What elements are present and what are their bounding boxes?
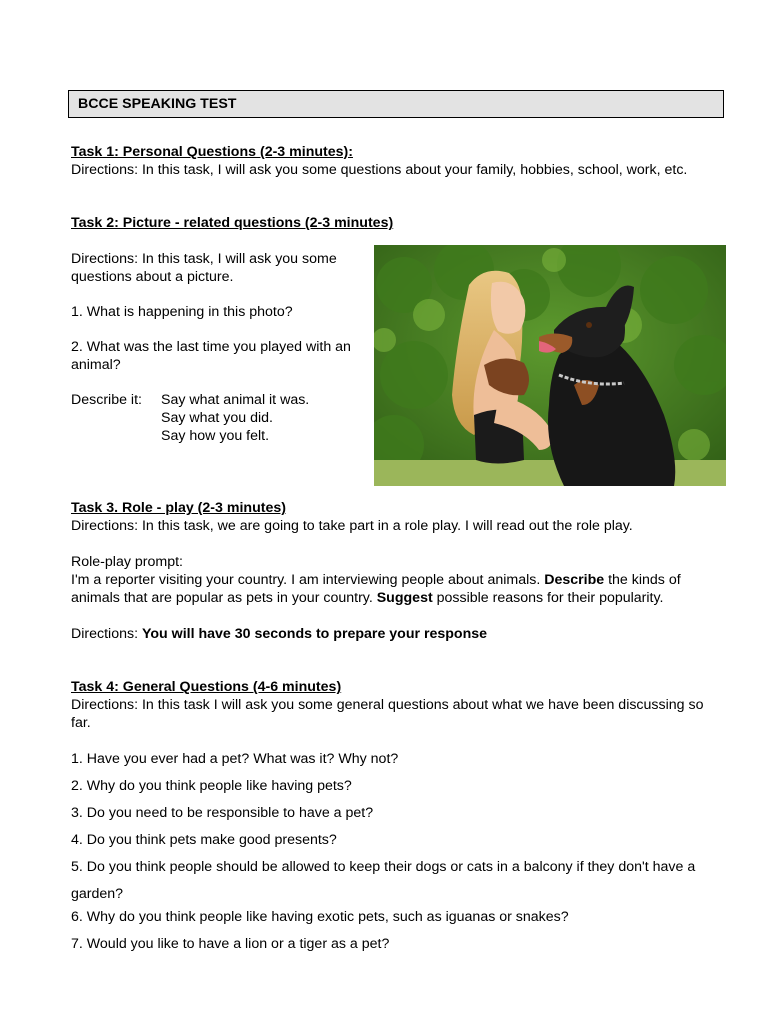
- task3-directions: Directions: In this task, we are going to take part in a role play. I will read out the role play.: [71, 518, 633, 534]
- task2-question-1: 1. What is happening in this photo?: [71, 304, 293, 320]
- task4-question: 1. Have you ever had a pet? What was it? Why not?: [71, 751, 399, 767]
- roleplay-prompt-label: Role-play prompt:: [71, 554, 183, 570]
- task4-question: 7. Would you like to have a lion or a tiger as a pet?: [71, 936, 390, 952]
- task4-directions: Directions: In this task I will ask you some general questions about what we have been discussing so far.: [71, 697, 704, 731]
- describe-item: Say how you felt.: [161, 428, 270, 444]
- task2-heading: Task 2: Picture - related questions (2-3 minutes): [71, 215, 394, 231]
- woman-with-dog-photo: [374, 245, 726, 486]
- test-title-box: [68, 90, 724, 118]
- describe-label: Describe it:: [71, 392, 142, 408]
- task1-heading: Task 1: Personal Questions (2-3 minutes):: [71, 144, 353, 160]
- task4-question: 5. Do you think people should be allowed to keep their dogs or cats in a balcony if they don't have a garden?: [71, 859, 696, 902]
- task3-heading: Task 3. Role - play (2-3 minutes): [71, 500, 286, 516]
- task2-heading-block: [71, 214, 721, 232]
- task4-question: 3. Do you need to be responsible to have a pet?: [71, 805, 374, 821]
- task4-heading: Task 4: General Questions (4-6 minutes): [71, 679, 342, 695]
- describe-item: Say what animal it was.: [161, 392, 310, 408]
- task2-directions: Directions: In this task, I will ask you some questions about a picture.: [71, 251, 337, 285]
- task2-left-column: [71, 250, 361, 445]
- task3-section: [71, 499, 721, 643]
- task3-prep-directions: Directions: You will have 30 seconds to prepare your response: [71, 626, 488, 642]
- describe-list: [71, 391, 361, 445]
- task4-question: 4. Do you think pets make good presents?: [71, 832, 337, 848]
- task4-question: 2. Why do you think people like having pets?: [71, 778, 352, 794]
- task1-section: [71, 143, 721, 179]
- task1-directions: Directions: In this task, I will ask you some questions about your family, hobbies, school, work, etc.: [71, 162, 688, 178]
- task4-question: 6. Why do you think people like having exotic pets, such as iguanas or snakes?: [71, 909, 569, 925]
- task4-section: [71, 678, 721, 962]
- describe-item: Say what you did.: [161, 410, 273, 426]
- task2-question-2: 2. What was the last time you played with an animal?: [71, 339, 351, 373]
- test-title: BCCE SPEAKING TEST: [78, 96, 237, 112]
- roleplay-prompt-text: I'm a reporter visiting your country. I am interviewing people about animals. Describe the kinds of animals that are popular as pets in your country. Suggest possible reasons for their popularity.: [71, 572, 681, 606]
